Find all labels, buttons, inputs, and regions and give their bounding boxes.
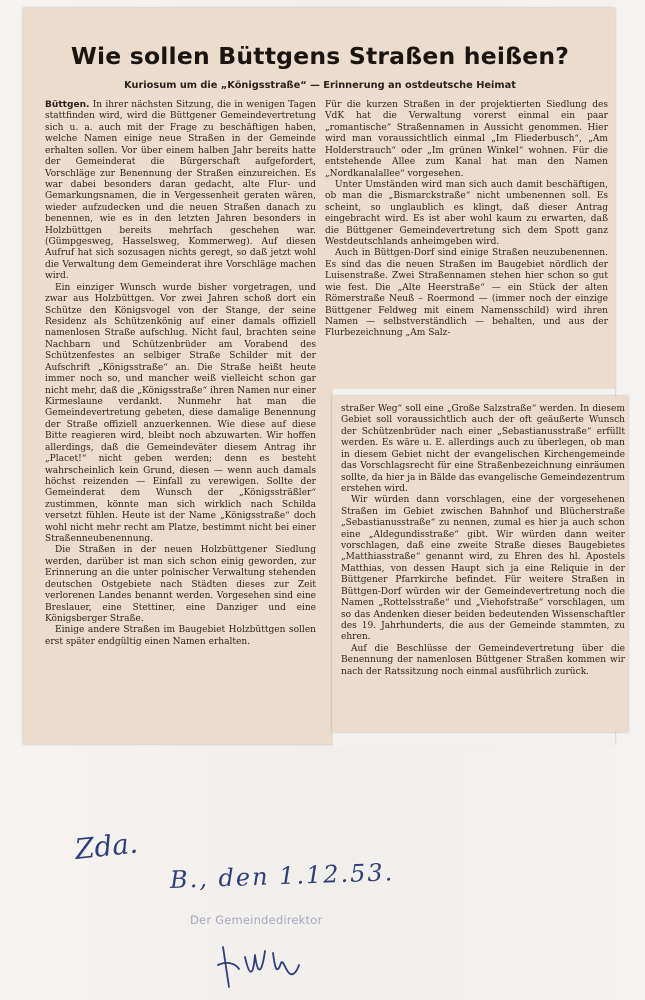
paragraph bbox=[45, 100, 316, 283]
signature bbox=[215, 935, 305, 999]
handwritten-initials: Zda. bbox=[73, 826, 140, 866]
paragraph: Die Straßen in der neuen Holzbüttgener Siedlung werden, darüber ist man sich schon einig geworden, zur Erinnerung an die unter polnischer Verwaltung stehenden deutschen Ostgebiete nach Städten dieses zur Zeit verlorenen Landes benannt werden. Vorgesehen sind eine Breslauer, eine Stettiner, eine Danziger und eine Königsberger Straße. bbox=[45, 545, 316, 624]
paragraph: Einige andere Straßen im Baugebiet Holzbüttgen sollen erst später endgültig einen Namen erhalten. bbox=[45, 625, 316, 647]
paragraph: Unter Umständen wird man sich auch damit beschäftigen, ob man die „Bismarckstraße“ nicht umbenennen soll. Es scheint, so unglaublich es klingt, daß dieser Antrag eingebracht wird. Es ist aber wohl kaum zu erwarten, daß die Büttgener Gemeindevertretung sich dem Spott ganz Westdeutschlands anheimgeben wird. bbox=[325, 179, 608, 248]
paragraph: Für die kurzen Straßen in der projektierten Siedlung des VdK hat die Verwaltung vorerst einmal ein paar „romantische“ Straßennamen in Aussicht genommen. Hier wird man voraussichtlich einmal „Im Fliederbusch“, „Am Holderstrauch“ oder „Im grünen Winkel“ wohnen. Für die entstehende Allee zum Kanal hat man den Namen „Nordkanalallee“ vorgesehen. bbox=[325, 100, 608, 179]
paragraph: straßer Weg“ soll eine „Große Salzstraße“ werden. In diesem Gebiet soll voraussichtlich auch der oft geäußerte Wunsch der Schützenbrüder nach einer „Sebastianusstraße“ erfüllt werden. Es wäre u. E. allerdings auch zu überlegen, ob man in diesem Gebiet nicht der evangelischen Kirchengemeinde das Vorschlagsrecht für eine Straßenbezeichnung einräumen sollte, da hier ja in Bälde das evangelische Gemeindezentrum erstehen wird. bbox=[341, 404, 625, 494]
article-headline: Wie sollen Büttgens Straßen heißen? bbox=[70, 42, 570, 70]
paragraph-text: In ihrer nächsten Sitzung, die in wenigen Tagen stattfinden wird, wird die Büttgener Gemeindevertretung sich u. a. auch mit der Frage zu beschäftigen haben, welche Namen einige neue Straßen in der Gemeinde erhalten sollen. Vor über einem halben Jahr bereits hatte der Gemeinderat die Bürgerschaft aufgefordert, Vorschläge zur Benennung der Straßen einzureichen. Es war dabei besonders daran gedacht, alte Flur- und Gemarkungsnamen, die in Vergessenheit geraten wären, wieder aufzudecken und die neuen Straßen danach zu benennen, wie es in den letzten Jahren besonders in Holzbüttgen bereits mehrfach geschehen war. (Gümpgesweg, Hasselsweg, Kommerweg). Auf diesen Aufruf hat sich sozusagen nichts geregt, so daß jetzt wohl die Verwaltung dem Gemeinderat ihre Vorschläge machen wird. bbox=[45, 100, 316, 282]
article-column-middle bbox=[325, 100, 608, 340]
paragraph: Auch in Büttgen-Dorf sind einige Straßen neuzubenennen. Es sind das die neuen Straßen im Baugebiet nördlich der Luisenstraße. Zwei Straßennamen stehen hier schon so gut wie fest. Die „Alte Heerstraße“ — ein Stück der alten Römerstraße Neuß – Roermond — (immer noch der einzige Büttgener Feldweg mit einem Namensschild) wird ihren Namen — selbstverständlich — behalten, und aus der Flurbezeichnung „Am Salz- bbox=[325, 248, 608, 339]
article-column-right bbox=[341, 404, 625, 678]
signature-scribble-icon bbox=[215, 935, 305, 995]
official-stamp: Der Gemeindedirektor bbox=[190, 913, 323, 927]
article-column-left bbox=[45, 100, 316, 648]
article-subtitle: Kuriosum um die „Königsstraße“ — Erinnerung an ostdeutsche Heimat bbox=[124, 80, 516, 91]
dateline: Büttgen. bbox=[45, 100, 90, 110]
paragraph: Ein einziger Wunsch wurde bisher vorgetragen, und zwar aus Holzbüttgen. Vor zwei Jahren schoß dort ein Schütze den Königsvogel von der Stange, der seine Residenz als Schützenkönig auf einer damals offiziell namenlosen Straße aufschlug. Nicht faul, brachten seine Nachbarn und Schützenbrüder am Vorabend des Schützenfestes an selbiger Straße Schilder mit der Aufschrift „Königsstraße“ an. Die Straße heißt heute immer noch so, und mancher weiß vielleicht schon gar nicht mehr, daß die „Königsstraße“ ihren Namen nur einer Kirmeslaune verdankt. Nunmehr hat man die Gemeindevertretung gebeten, diese damalige Benennung der Straße offiziell anzuerkennen. Wie diese auf diese Bitte reagieren wird, bleibt noch abzuwarten. Wir hoffen allerdings, daß die Gemeindeväter diesem Antrag ihr „Placet!“ nicht geben werden; denn es besteht wahrscheinlich kein Grund, diesen — wenn auch damals höchst reizenden — Einfall zu verewigen. Sollte der Gemeinderat dem Wunsch der „Königssträßler“ zustimmen, könnte man sich wirklich nach Schilda versetzt fühlen. Heute ist der Name „Königsstraße“ doch wohl nicht mehr recht am Platze, bestimmt nicht bei einer Straßenneubenennung. bbox=[45, 282, 316, 545]
paragraph: Auf die Beschlüsse der Gemeindevertretung über die Benennung der namenlosen Büttgener Straßen kommen wir nach der Ratssitzung noch einmal ausführlich zurück. bbox=[341, 643, 625, 677]
paragraph: Wir würden dann vorschlagen, eine der vorgesehenen Straßen im Gebiet zwischen Bahnhof und Blücherstraße „Sebastianusstraße“ zu nennen, zumal es hier ja auch schon eine „Aldegundisstraße“ gibt. Wir würden dann weiter vorschlagen, daß eine zweite Straße dieses Baugebietes „Matthiasstraße“ genannt wird, zu Ehren des hl. Apostels Matthias, von dessen Haupt sich ja eine Reliquie in der Büttgener Pfarrkirche befindet. Für weitere Straßen in Büttgen-Dorf würden wir der Gemeindevertretung noch die Namen „Rottelsstraße“ und „Viehofstraße“ vorschlagen, um so das Andenken dieser beiden bedeutenden Wissenschaftler des 19. Jahrhunderts, die aus der Gemeinde stammten, zu ehren. bbox=[341, 495, 625, 643]
handwritten-date: B., den 1.12.53. bbox=[169, 858, 395, 894]
